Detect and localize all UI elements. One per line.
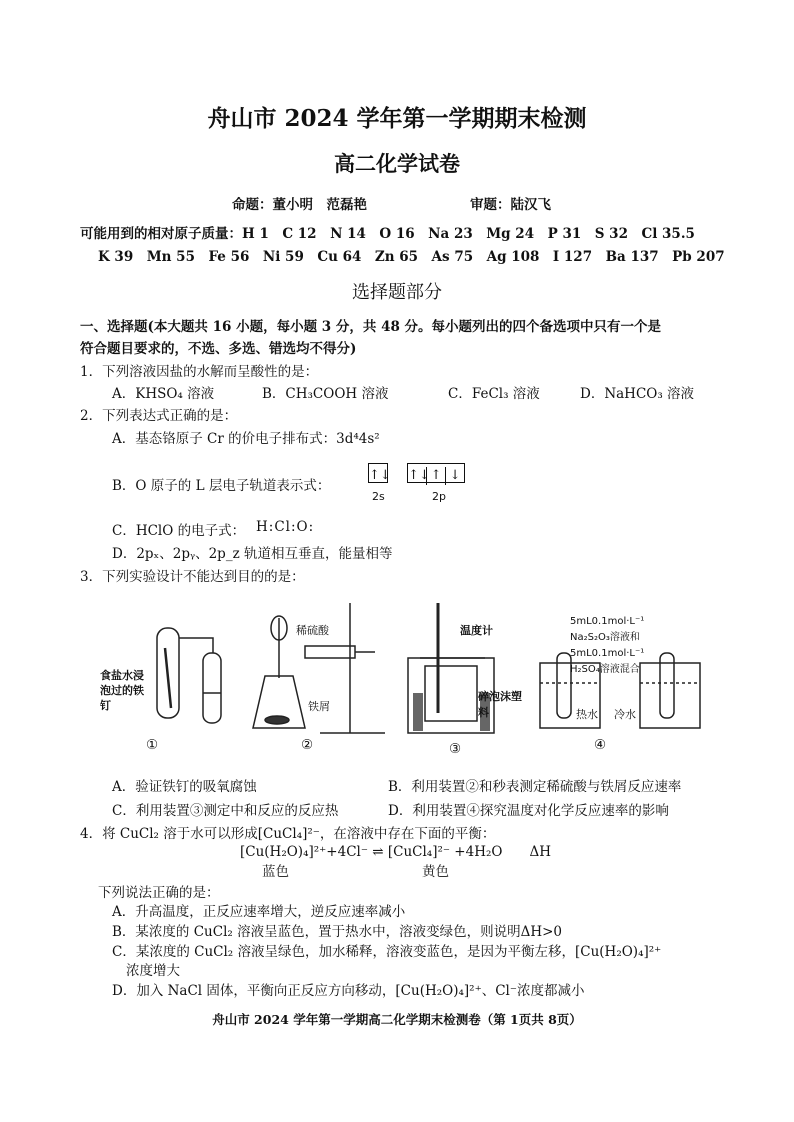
fig1-delivery-tube xyxy=(179,638,213,653)
q2-option-d: D．2pₓ、2pᵧ、2p_z 轨道相互垂直，能量相等 xyxy=(112,546,393,562)
fig4-reagent-line3: 5mL0.1mol·L⁻¹ xyxy=(570,648,645,659)
q2-stem: 2．下列表达式正确的是： xyxy=(80,408,238,424)
q4-blue-label: 蓝色 xyxy=(262,864,289,880)
q1-option-a: A．KHSO₄ 溶液 xyxy=(112,386,215,402)
q3-option-c: C．利用装置③测定中和反应的反应热 xyxy=(112,803,339,819)
fig4-reagent-line2: Na₂S₂O₃溶液和 xyxy=(570,632,640,643)
fig2-syringe xyxy=(305,646,355,658)
fig4-reagent-line1: 5mL0.1mol·L⁻¹ xyxy=(570,616,645,627)
fig3-thermometer-label: 温度计 xyxy=(460,624,493,637)
q1-option-b: B．CH₃COOH 溶液 xyxy=(262,386,389,402)
fig2-iron-label: 铁屑 xyxy=(308,700,330,713)
orbital-diagram xyxy=(368,462,465,483)
orbital-2s xyxy=(368,463,391,483)
orbital-label-2s: 2s xyxy=(372,490,385,503)
q3-option-b: B．利用装置②和秒表测定稀硫酸与铁屑反应速率 xyxy=(388,779,682,795)
fig-number-2: ② xyxy=(301,737,314,753)
q1-option-d: D．NaHCO₃ 溶液 xyxy=(580,386,695,402)
q3-stem: 3．下列实验设计不能达到目的的是： xyxy=(80,569,305,585)
q4-yellow-label: 黄色 xyxy=(422,864,449,880)
atomic-masses-line2: K 39 Mn 55 Fe 56 Ni 59 Cu 64 Zn 65 As 75 Ag 108 I 127 Ba 137 Pb 207 xyxy=(98,249,725,265)
q4-option-c: C．某浓度的 CuCl₂ 溶液呈绿色，加水稀释，溶液变蓝色，是因为平衡左移，[Cu(H₂O)₄]²⁺ xyxy=(112,944,662,960)
orbital-2p-cell-2: ↑ xyxy=(427,467,446,485)
paper-title: 舟山市 2024 学年第一学期期末检测 xyxy=(207,105,587,132)
page-footer: 舟山市 2024 学年第一学期高二化学期末检测卷（第 1页共 8页） xyxy=(212,1012,582,1027)
q2-option-a: A．基态铬原子 Cr 的价电子排布式：3d⁴4s² xyxy=(112,431,380,447)
q1-stem: 1．下列溶液因盐的水解而呈酸性的是： xyxy=(80,364,319,380)
q3-option-d: D．利用装置④探究温度对化学反应速率的影响 xyxy=(388,803,669,819)
q4-prompt: 下列说法正确的是： xyxy=(98,885,220,901)
authors: 命题：董小明 范磊艳 xyxy=(232,197,367,213)
fig-number-3: ③ xyxy=(449,741,462,757)
q4-option-c-cont: 浓度增大 xyxy=(126,963,180,979)
fig-number-1: ① xyxy=(146,737,159,753)
orbital-2s-cell: ↑↓ xyxy=(369,467,391,483)
fig1-label: 食盐水浸泡过的铁钉 xyxy=(100,669,144,712)
q2-option-b: B．O 原子的 L 层电子轨道表示式： xyxy=(112,478,331,494)
section-title: 选择题部分 xyxy=(352,282,442,303)
atomic-masses-line1: 可能用到的相对原子质量：H 1 C 12 N 14 O 16 Na 23 Mg 24 P 31 S 32 Cl 35.5 xyxy=(80,226,695,242)
orbital-2p-cell-3: ↓ xyxy=(449,467,461,483)
reviewer: 审题：陆汉飞 xyxy=(470,197,551,213)
fig4-reagent-label xyxy=(570,614,644,678)
fig1-iron-nail xyxy=(165,648,171,708)
q4-stem: 4．将 CuCl₂ 溶于水可以形成[CuCl₄]²⁻，在溶液中存在下面的平衡： xyxy=(80,826,496,842)
instructions-line2: 符合题目要求的，不选、多选、错选均不得分) xyxy=(80,341,357,357)
q4-option-d: D．加入 NaCl 固体，平衡向正反应方向移动，[Cu(H₂O)₄]²⁺、Cl⁻浓度都减小 xyxy=(112,983,585,999)
q2-option-c: C．HClO 的电子式： xyxy=(112,523,246,539)
fig-number-4: ④ xyxy=(594,737,607,753)
instructions-line1: 一、选择题(本大题共 16 小题，每小题 3 分，共 48 分。每小题列出的四个备选项中只有一个是 xyxy=(80,319,662,335)
hclo-electron-formula: H:Cl:O: xyxy=(256,519,315,535)
fig4-hot-label: 热水 xyxy=(576,708,598,721)
fig2-acid-label: 稀硫酸 xyxy=(296,624,329,637)
q3-option-a: A．验证铁钉的吸氧腐蚀 xyxy=(112,779,257,795)
q4-equation: [Cu(H₂O)₄]²⁺+4Cl⁻ ⇌ [CuCl₄]²⁻ +4H₂O ΔH xyxy=(240,844,551,860)
fig3-inner-beaker xyxy=(425,666,477,721)
fig3-foam-label: 碎泡沫塑料 xyxy=(478,690,522,719)
fig4-reagent-line4: H₂SO₄溶液混合 xyxy=(570,664,640,675)
q1-option-c: C．FeCl₃ 溶液 xyxy=(448,386,540,402)
paper-subtitle: 高二化学试卷 xyxy=(334,151,460,176)
fig4-cold-label: 冷水 xyxy=(614,708,636,721)
q4-option-b: B．某浓度的 CuCl₂ 溶液呈蓝色，置于热水中，溶液变绿色，则说明ΔH>0 xyxy=(112,924,563,940)
q4-option-a: A．升高温度，正反应速率增大，逆反应速率减小 xyxy=(112,904,406,920)
orbital-2p xyxy=(407,463,465,483)
orbital-2p-cell-1: ↑↓ xyxy=(408,467,430,483)
orbital-label-2p: 2p xyxy=(432,490,446,503)
fig1-water-tube xyxy=(203,653,221,723)
